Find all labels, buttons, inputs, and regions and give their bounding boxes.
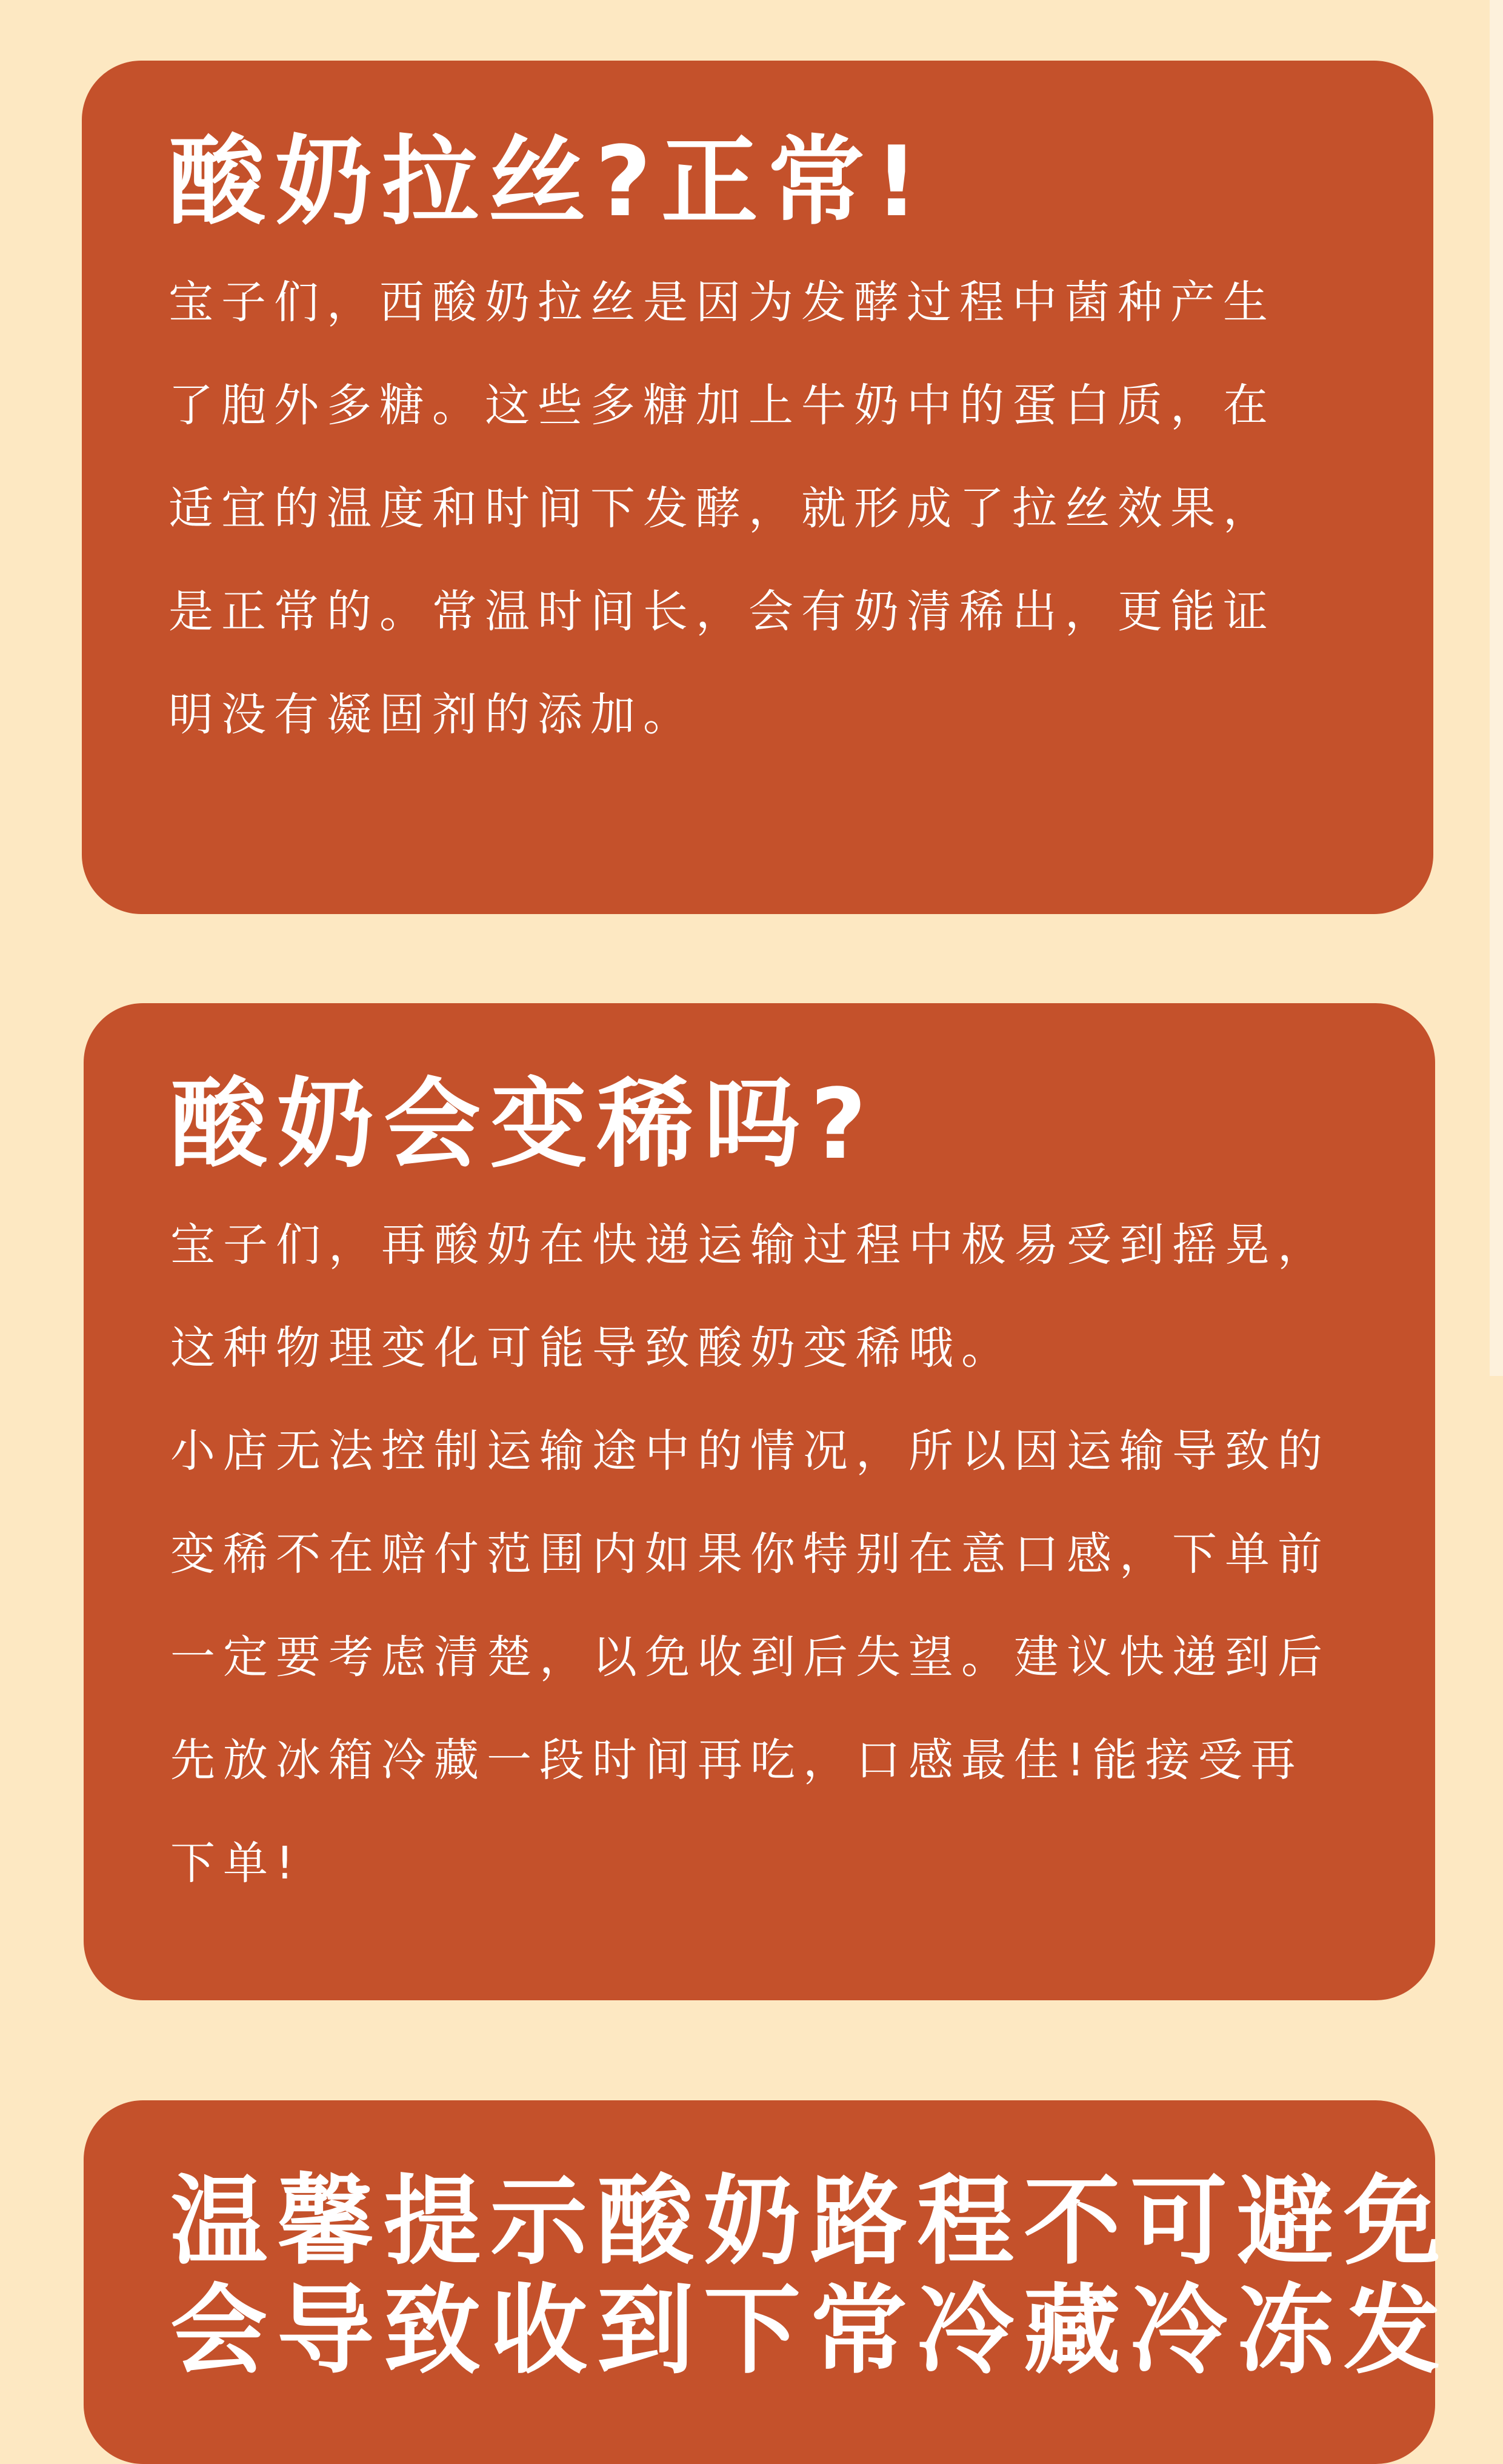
card-body [170, 1194, 1382, 1915]
card-body-line: 适宜的温度和时间下发酵，就形成了拉丝效果， [168, 482, 1276, 535]
card-body-line: 小店无法控制运输途中的情况，所以因运输导致的 [170, 1425, 1330, 1477]
card-body-line: 一定要考虑清楚，以免收到后失望。建议快递到后 [170, 1631, 1330, 1683]
card-body [168, 251, 1381, 766]
card-body-line: 先放冰箱冷藏一段时间再吃，口感最佳!能接受再 [170, 1734, 1304, 1786]
card-body-line: 明没有凝固剂的添加。 [168, 689, 696, 741]
info-card-shipping-tip [84, 2100, 1451, 2464]
card-title-line: 会导致收到下常冷藏冷冻发 [170, 2274, 1451, 2387]
card-body-line: 下单! [170, 1837, 302, 1889]
card-title: 酸奶拉丝?正常! [168, 125, 928, 238]
card-body-line: 宝子们，西酸奶拉丝是因为发酵过程中菌种产生 [168, 276, 1276, 329]
card-body-line: 了胞外多糖。这些多糖加上牛奶中的蛋白质，在 [168, 379, 1276, 432]
card-body-line: 宝子们，再酸奶在快递运输过程中极易受到摇晃， [170, 1219, 1330, 1271]
card-title: 酸奶会变稀吗? [170, 1067, 876, 1181]
edge-strip [1490, 0, 1503, 1376]
card-body-line: 变稀不在赔付范围内如果你特别在意口感，下单前 [170, 1528, 1330, 1580]
card-body-line: 是正常的。常温时间长，会有奶清稀出，更能证 [168, 586, 1276, 638]
info-card-yogurt-thinning [84, 1003, 1435, 2000]
info-card-yogurt-stringy [82, 61, 1433, 914]
card-title-line: 温馨提示酸奶路程不可避免 [170, 2165, 1451, 2278]
card-body-line: 这种物理变化可能导致酸奶变稀哦。 [170, 1322, 1014, 1374]
